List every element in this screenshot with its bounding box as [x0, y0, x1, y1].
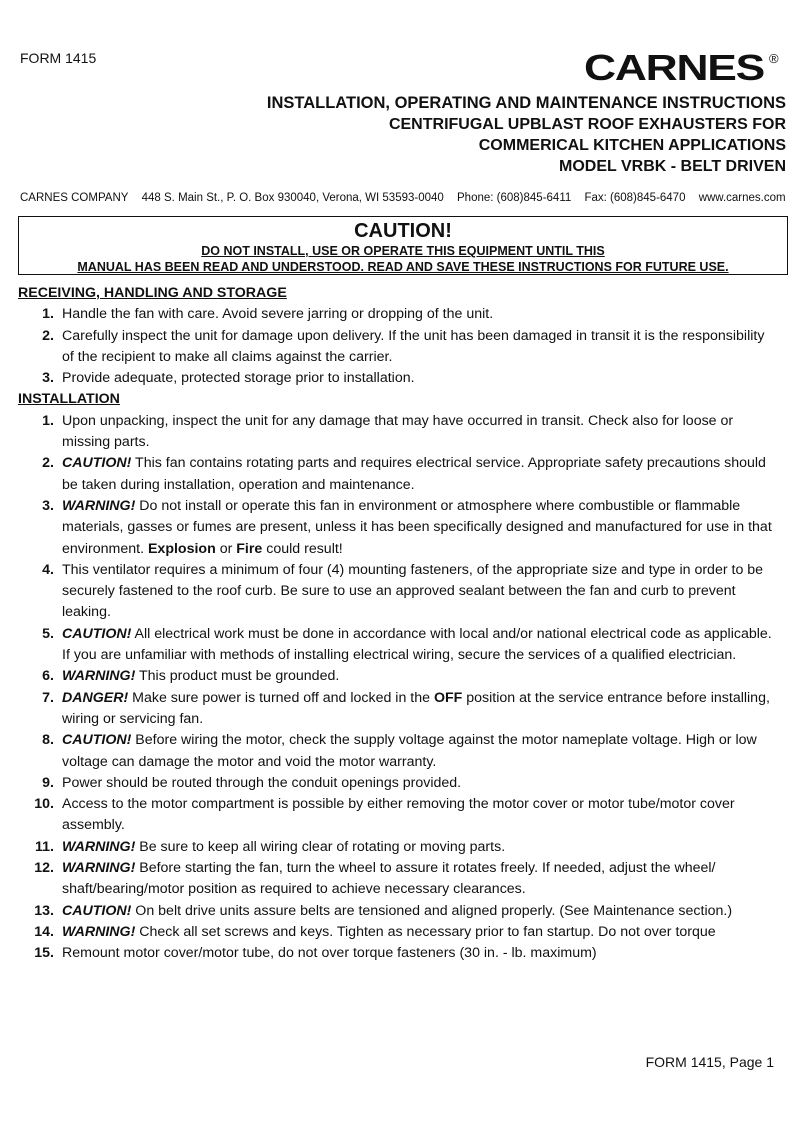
list-item: [18, 794, 778, 837]
danger-label: DANGER!: [62, 689, 129, 706]
list-item: [18, 922, 778, 943]
item-body: Be sure to keep all wiring clear of rotating or moving parts.: [135, 838, 506, 855]
item-number: 11.: [35, 838, 54, 855]
company-address: 448 S. Main St., P. O. Box 930040, Verona, WI 53593-0040: [141, 192, 444, 204]
item-text: [62, 666, 778, 687]
item-number: 10.: [34, 796, 54, 813]
item-number: 4.: [42, 561, 54, 578]
carnes-logo: [584, 50, 786, 84]
item-text: [62, 688, 778, 731]
item-text: Power should be routed through the conduit openings provided.: [62, 774, 462, 791]
item-number: 15.: [34, 945, 54, 962]
item-body: On belt drive units assure belts are tensioned and aligned properly. (See Maintenance section.): [131, 902, 733, 919]
subtitle-line-1: CENTRIFUGAL UPBLAST ROOF EXHAUSTERS FOR: [388, 116, 786, 133]
item-text: This ventilator requires a minimum of four (4) mounting fasteners, of the appropriate size and type in order to be securely fastened to the roof curb. Be sure to use an approved sealant between the fan and curb to prevent leaking.: [62, 561, 764, 621]
list-item: [18, 730, 778, 773]
item-body: Before wiring the motor, check the supply voltage against the motor nameplate voltage. High or low voltage can damage the motor and void the motor warranty.: [62, 732, 757, 770]
list-item: [18, 837, 778, 858]
warning-label: WARNING!: [62, 923, 136, 940]
item-number: 5.: [42, 625, 54, 642]
company-phone: Phone: (608)845-6411: [457, 192, 572, 204]
item-number: 2.: [42, 327, 54, 344]
item-number: 1.: [42, 412, 54, 429]
caution-label: CAUTION!: [62, 902, 132, 919]
caution-line-2: MANUAL HAS BEEN READ AND UNDERSTOOD. READ AND SAVE THESE INSTRUCTIONS FOR FUTURE USE.: [77, 260, 729, 274]
instructions-body: [18, 283, 778, 965]
item-number: 12.: [34, 860, 54, 877]
company-info: [20, 192, 790, 204]
form-number: FORM 1415: [20, 50, 97, 66]
item-text: [62, 858, 778, 901]
item-text: [62, 453, 778, 496]
installation-list: [18, 411, 778, 965]
item-number: 8.: [42, 732, 54, 749]
item-text: Handle the fan with care. Avoid severe jarring or dropping of the unit.: [62, 306, 494, 323]
item-number: 13.: [34, 902, 54, 919]
off-word: OFF: [433, 689, 463, 706]
caution-box: [18, 216, 788, 275]
item-number: 2.: [42, 455, 54, 472]
receiving-heading: RECEIVING, HANDLING AND STORAGE: [18, 285, 287, 301]
item-number: 6.: [42, 668, 54, 685]
caution-line-1: DO NOT INSTALL, USE OR OPERATE THIS EQUIPMENT UNTIL THIS: [201, 244, 605, 258]
item-text: Upon unpacking, inspect the unit for any damage that may have occurred in transit. Check also for loose or missing parts.: [62, 412, 734, 451]
page-footer: FORM 1415, Page 1: [645, 1054, 774, 1070]
item-body: This product must be grounded.: [135, 668, 340, 685]
list-item: [18, 624, 778, 667]
list-item: [18, 453, 778, 496]
list-item: [18, 858, 778, 901]
registered-mark: ®: [769, 51, 779, 66]
warning-label: WARNING!: [62, 497, 136, 514]
item-text: Provide adequate, protected storage prior to installation.: [62, 370, 415, 387]
caution-label: CAUTION!: [62, 625, 132, 642]
company-fax: Fax: (608)845-6470: [584, 192, 686, 204]
item-text: [62, 624, 778, 667]
main-title: INSTALLATION, OPERATING AND MAINTENANCE INSTRUCTIONS: [266, 94, 786, 112]
item-body: All electrical work must be done in accordance with local and/or national electrical code as applicable. If you are unfamiliar with methods of installing electrical wiring, secure the services of a qualified electrician.: [62, 625, 772, 664]
item-text: [62, 901, 778, 922]
item-text: [62, 730, 778, 773]
company-name: CARNES COMPANY: [20, 192, 129, 204]
list-item: [18, 368, 778, 389]
list-item: [18, 326, 778, 369]
item-body: Make sure power is turned off and locked in the: [128, 689, 434, 706]
item-number: 14.: [34, 923, 54, 940]
item-body: This fan contains rotating parts and requires electrical service. Appropriate safety precautions should be taken during installation, operation and maintenance.: [62, 455, 766, 493]
item-number: 9.: [42, 774, 54, 791]
list-item: [18, 496, 778, 560]
list-item: [18, 943, 778, 964]
item-number: 7.: [42, 689, 54, 706]
item-text: Carefully inspect the unit for damage upon delivery. If the unit has been damaged in transit it is the responsibility of the recipient to make all claims against the carrier.: [62, 327, 765, 365]
warning-label: WARNING!: [62, 668, 136, 685]
installation-heading: INSTALLATION: [18, 391, 120, 408]
list-item: [18, 773, 778, 794]
list-item: [18, 666, 778, 687]
list-item: [18, 560, 778, 624]
subtitle-line-2: COMMERICAL KITCHEN APPLICATIONS: [478, 137, 786, 154]
model-title: MODEL VRBK - BELT DRIVEN: [559, 158, 786, 175]
warning-label: WARNING!: [62, 838, 136, 855]
caution-label: CAUTION!: [62, 455, 132, 472]
list-item: [18, 688, 778, 731]
list-item: [18, 901, 778, 922]
item-text: Access to the motor compartment is possible by either removing the motor cover or motor tube/motor cover assembly.: [62, 796, 735, 834]
caution-label: CAUTION!: [62, 732, 132, 749]
item-number: 1.: [42, 306, 54, 323]
warning-label: WARNING!: [62, 860, 136, 877]
company-website: www.carnes.com: [698, 192, 786, 204]
explosion-word: Explosion: [147, 540, 216, 557]
item-body: Check all set screws and keys. Tighten as necessary prior to fan startup. Do not over torque: [135, 923, 716, 940]
fire-word: Fire: [236, 540, 263, 557]
item-text: [62, 496, 778, 560]
item-text: [62, 837, 778, 858]
item-number: 3.: [42, 370, 54, 387]
list-item: [18, 411, 778, 454]
logo-text: CARNES: [584, 50, 764, 84]
receiving-list: [18, 304, 778, 389]
item-text: [62, 922, 778, 943]
item-text: Remount motor cover/motor tube, do not over torque fasteners (30 in. - lb. maximum): [62, 945, 597, 962]
item-body: Before starting the fan, turn the wheel to assure it rotates freely. If needed, adjust the wheel/ shaft/bearing/motor position as required to achieve necessary clearances.: [62, 860, 716, 898]
list-item: [18, 304, 778, 325]
item-body-mid: or: [215, 540, 237, 557]
caution-heading: CAUTION!: [354, 220, 452, 242]
item-body-end: position at the service entrance before installing, wiring or servicing fan.: [62, 689, 770, 727]
document-titles: [267, 93, 786, 177]
item-number: 3.: [42, 497, 54, 514]
item-body-end: could result!: [262, 540, 343, 557]
item-body: Do not install or operate this fan in environment or atmosphere where combustible or flammable materials, gasses or fumes are present, unless it has been specifically designed and manufactured for use in that environment.: [62, 497, 772, 557]
